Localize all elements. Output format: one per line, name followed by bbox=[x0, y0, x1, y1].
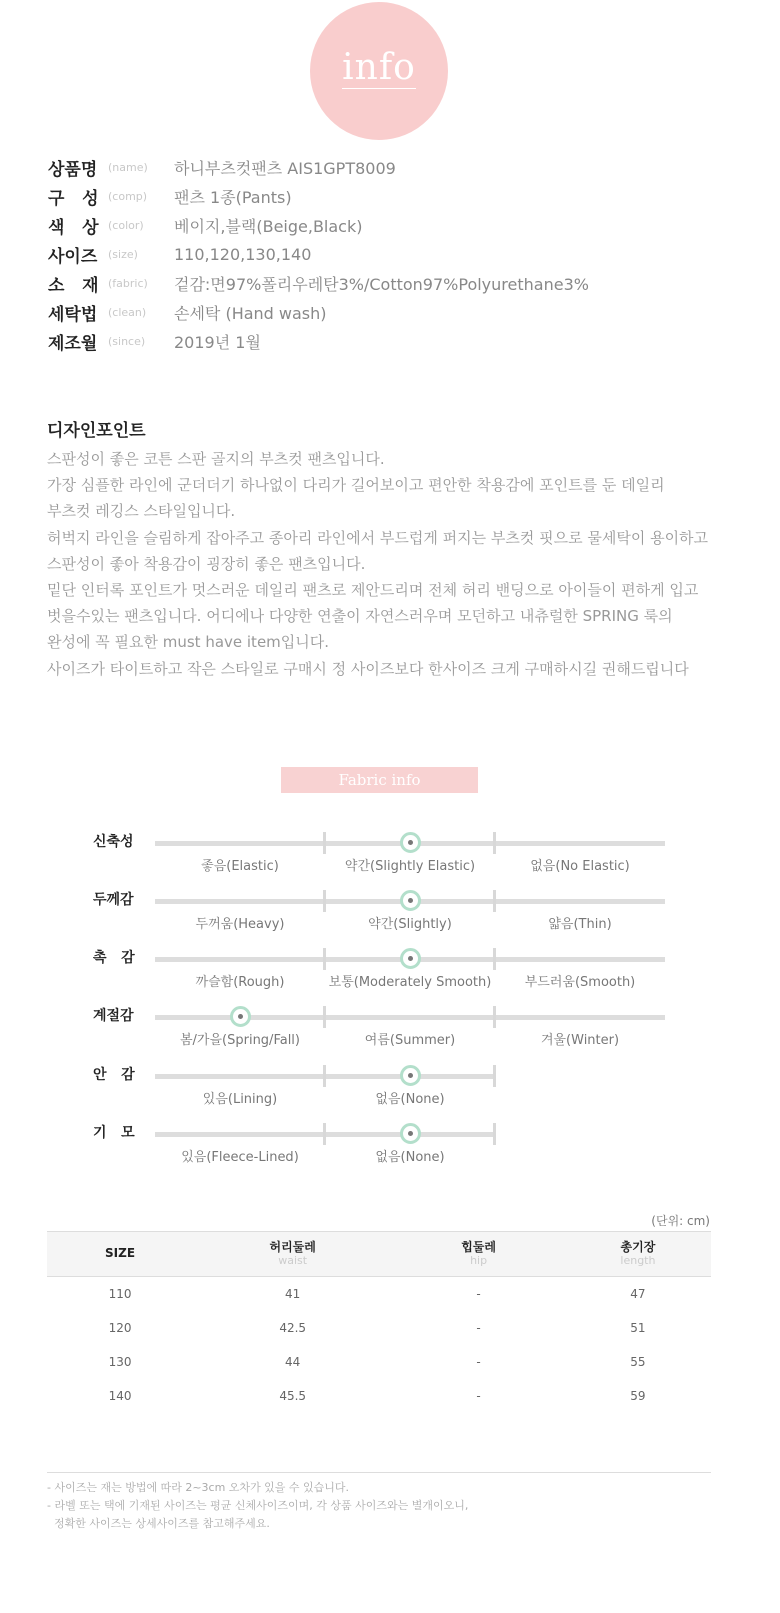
fabric-selected-knob bbox=[230, 1006, 251, 1027]
product-info-label: 사이즈 bbox=[48, 246, 98, 267]
header-sub: waist bbox=[278, 1253, 308, 1267]
fabric-info-banner bbox=[281, 767, 478, 793]
table-row bbox=[47, 1345, 711, 1379]
fabric-option: 여름(Summer) bbox=[364, 1033, 456, 1048]
design-point-line: 가장 심플한 라인에 군더더기 하나없이 다리가 길어보이고 편안한 착용감에 포인트를 둔 데일리 bbox=[47, 476, 665, 495]
fabric-divider bbox=[323, 832, 326, 854]
table-cell: 51 bbox=[630, 1321, 646, 1335]
fabric-option: 겨울(Winter) bbox=[540, 1033, 620, 1048]
product-info-row bbox=[48, 299, 748, 325]
fabric-divider bbox=[493, 1065, 496, 1087]
table-cell: 130 bbox=[108, 1355, 132, 1369]
product-info-value: 겉감:면97%폴리우레탄3%/Cotton97%Polyurethane3% bbox=[174, 274, 589, 294]
design-point-line: 스판성이 좋아 착용감이 굉장히 좋은 팬츠입니다. bbox=[47, 554, 366, 573]
table-row bbox=[47, 1277, 711, 1312]
fabric-option: 없음(None) bbox=[375, 1092, 445, 1107]
fabric-selected-knob bbox=[400, 832, 421, 853]
table-cell: - bbox=[476, 1389, 481, 1403]
fabric-option: 얇음(Thin) bbox=[548, 917, 612, 932]
fabric-divider bbox=[323, 1006, 326, 1028]
fabric-row-label: 촉 감 bbox=[93, 950, 135, 966]
fabric-row-label: 기 모 bbox=[93, 1125, 135, 1141]
fabric-row-label: 계절감 bbox=[93, 1008, 134, 1024]
size-table-body bbox=[47, 1277, 711, 1414]
product-info-eng-label: (name) bbox=[108, 160, 148, 174]
table-row bbox=[47, 1311, 711, 1345]
fabric-option: 까슬함(Rough) bbox=[195, 975, 285, 990]
product-info-value: 손세탁 (Hand wash) bbox=[174, 303, 327, 323]
product-info-label: 세탁법 bbox=[48, 304, 98, 325]
notes-divider bbox=[47, 1472, 711, 1473]
info-badge bbox=[310, 2, 448, 140]
table-cell: 47 bbox=[630, 1287, 646, 1301]
design-point-title: 디자인포인트 bbox=[47, 421, 146, 441]
product-info-label: 상품명 bbox=[48, 159, 98, 180]
fabric-info-title: Fabric info bbox=[338, 771, 421, 789]
fabric-row bbox=[0, 1125, 780, 1190]
fabric-option: 보통(Moderately Smooth) bbox=[328, 975, 492, 990]
product-info-eng-label: (since) bbox=[108, 334, 146, 348]
fabric-option: 없음(No Elastic) bbox=[530, 859, 630, 874]
table-cell: 120 bbox=[108, 1321, 132, 1335]
fabric-selected-knob bbox=[400, 890, 421, 911]
table-cell: 45.5 bbox=[279, 1389, 307, 1403]
table-row bbox=[47, 1379, 711, 1413]
size-table-header bbox=[47, 1232, 711, 1277]
header-main: 힙둘레 bbox=[461, 1240, 496, 1255]
table-cell: 44 bbox=[285, 1355, 301, 1369]
table-cell: 55 bbox=[630, 1355, 646, 1369]
product-info-row bbox=[48, 154, 748, 180]
fabric-divider bbox=[323, 1123, 326, 1145]
table-cell: 59 bbox=[630, 1389, 646, 1403]
product-info-value: 베이지,블랙(Beige,Black) bbox=[174, 216, 363, 236]
fabric-option: 봄/가을(Spring/Fall) bbox=[179, 1033, 300, 1048]
header-main: 허리둘레 bbox=[269, 1240, 316, 1255]
design-point-line: 완성에 꼭 필요한 must have item입니다. bbox=[47, 633, 330, 652]
fabric-selected-knob bbox=[400, 948, 421, 969]
table-cell: 110 bbox=[108, 1287, 132, 1301]
size-table-header-cell bbox=[193, 1232, 392, 1277]
product-info-label: 제조월 bbox=[48, 333, 98, 354]
product-info-label: 색 상 bbox=[48, 217, 99, 238]
fabric-row-label: 안 감 bbox=[93, 1067, 135, 1083]
fabric-option: 두꺼움(Heavy) bbox=[195, 917, 285, 932]
product-info-eng-label: (color) bbox=[108, 218, 144, 232]
header-sub: hip bbox=[470, 1253, 488, 1267]
size-unit-label: (단위: cm) bbox=[651, 1214, 710, 1228]
fabric-divider bbox=[323, 1065, 326, 1087]
product-info-row bbox=[48, 212, 748, 238]
product-info-row bbox=[48, 328, 748, 354]
design-point-line: 스판성이 좋은 코튼 스판 골지의 부츠컷 팬츠입니다. bbox=[47, 450, 385, 468]
product-info-eng-label: (size) bbox=[108, 247, 138, 261]
table-cell: 41 bbox=[285, 1287, 301, 1301]
header-main: SIZE bbox=[105, 1246, 136, 1261]
product-info-label: 구 성 bbox=[48, 188, 99, 209]
design-point-line: 사이즈가 타이트하고 작은 스타일로 구매시 정 사이즈보다 한사이즈 크게 구매하시길 권해드립니다 bbox=[47, 659, 689, 678]
fabric-divider bbox=[323, 948, 326, 970]
design-point-line: 밑단 인터록 포인트가 멋스러운 데일리 팬츠로 제안드리며 전체 허리 밴딩으로 아이들이 편하게 입고 bbox=[47, 581, 699, 599]
product-info-eng-label: (comp) bbox=[108, 189, 148, 203]
fabric-option: 약간(Slightly Elastic) bbox=[344, 859, 476, 874]
header-main: 총기장 bbox=[620, 1240, 656, 1255]
fabric-option: 있음(Lining) bbox=[202, 1092, 278, 1107]
table-cell: 42.5 bbox=[279, 1321, 307, 1335]
table-cell: - bbox=[476, 1287, 481, 1301]
fabric-option: 있음(Fleece-Lined) bbox=[181, 1150, 299, 1165]
fabric-divider bbox=[323, 890, 326, 912]
size-note: - 사이즈는 재는 방법에 따라 2~3cm 오차가 있을 수 있습니다. bbox=[47, 1481, 350, 1494]
product-info-value: 하니부츠컷팬츠 AIS1GPT8009 bbox=[174, 158, 396, 178]
size-table bbox=[47, 1231, 711, 1413]
size-table-header-cell bbox=[392, 1232, 565, 1277]
fabric-option: 부드러움(Smooth) bbox=[524, 975, 636, 990]
fabric-row-label: 두께감 bbox=[93, 892, 134, 908]
fabric-row-label: 신축성 bbox=[93, 834, 134, 850]
product-info-value: 110,120,130,140 bbox=[174, 244, 312, 264]
product-info-value: 팬츠 1종(Pants) bbox=[174, 187, 292, 207]
product-info-row bbox=[48, 270, 748, 296]
fabric-divider bbox=[493, 890, 496, 912]
size-note: 정확한 사이즈는 상세사이즈를 참고해주세요. bbox=[47, 1517, 270, 1530]
fabric-divider bbox=[493, 1123, 496, 1145]
fabric-divider bbox=[493, 948, 496, 970]
fabric-selected-knob bbox=[400, 1123, 421, 1144]
size-table-header-cell bbox=[565, 1232, 711, 1277]
size-table-header-cell bbox=[47, 1232, 193, 1277]
fabric-option: 좋음(Elastic) bbox=[201, 859, 279, 874]
table-cell: - bbox=[476, 1321, 481, 1335]
fabric-selected-knob bbox=[400, 1065, 421, 1086]
product-info-row bbox=[48, 183, 748, 209]
product-info-value: 2019년 1월 bbox=[174, 332, 261, 352]
design-point-line: 허벅지 라인을 슬림하게 잡아주고 종아리 라인에서 부드럽게 퍼지는 부츠컷 핏으로 물세탁이 용이하고 bbox=[47, 528, 709, 547]
fabric-divider bbox=[493, 1006, 496, 1028]
product-info-eng-label: (fabric) bbox=[108, 276, 148, 290]
product-info-eng-label: (clean) bbox=[108, 305, 147, 319]
product-info-label: 소 재 bbox=[48, 275, 99, 296]
design-point-line: 벗을수있는 팬츠입니다. 어디에나 다양한 연출이 자연스러우며 모던하고 내츄럴한 SPRING 룩의 bbox=[47, 607, 673, 626]
info-title: info bbox=[342, 46, 416, 88]
size-note: - 라벨 또는 택에 기재된 사이즈는 평균 신체사이즈이며, 각 상품 사이즈와는 별개이오니, bbox=[47, 1499, 469, 1512]
table-cell: - bbox=[476, 1355, 481, 1369]
fabric-option: 약간(Slightly) bbox=[368, 917, 452, 932]
header-sub: length bbox=[620, 1253, 656, 1267]
fabric-divider bbox=[493, 832, 496, 854]
design-point-line: 부츠컷 레깅스 스타일입니다. bbox=[47, 502, 236, 521]
table-cell: 140 bbox=[108, 1389, 132, 1403]
product-info-row bbox=[48, 241, 748, 267]
fabric-option: 없음(None) bbox=[375, 1150, 445, 1165]
